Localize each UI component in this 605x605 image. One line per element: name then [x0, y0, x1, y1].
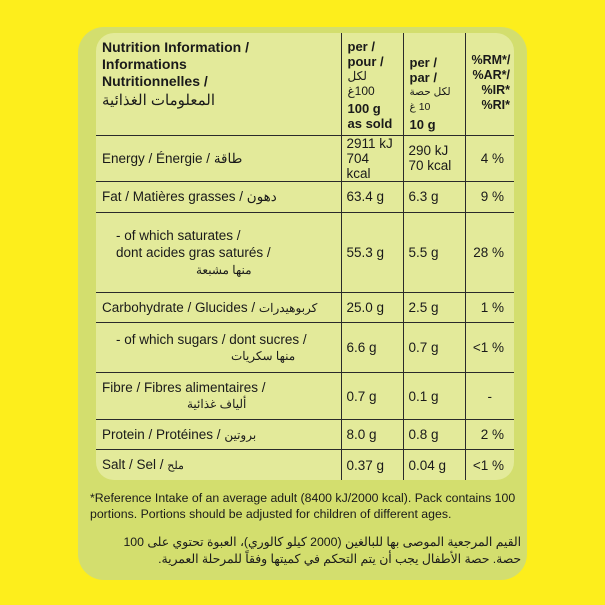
row-per100-value: 55.3 g: [341, 212, 403, 292]
row-ri-value: -: [465, 373, 514, 420]
row-label-arabic: بروتين: [224, 427, 257, 442]
header-per100-line1: per /: [347, 39, 375, 54]
reference-intake-footnote-arabic: القيم المرجعية الموصى بها للبالغين (2000 كيلو كالوري)، العبوة تحتوي على 100 حصة. حصة الأطفال يجب أن يتم التحكم في كميتها وفقاً للمرحلة العمرية.: [123, 535, 521, 566]
header-per100-arabic: لكل 100غ: [347, 69, 375, 98]
table-row: [96, 323, 514, 373]
row-label-text: - of which saturates / dont acides gras saturés /: [116, 227, 271, 260]
row-label-text: Carbohydrate / Glucides /: [102, 299, 259, 315]
row-ri-value: <1 %: [465, 323, 514, 373]
row-label: [96, 450, 341, 480]
header-portion-line3: 10 g: [409, 117, 436, 132]
row-label-arabic: كربوهيدرات: [258, 300, 318, 315]
row-portion-value: 5.5 g: [403, 212, 465, 292]
row-label-text: Fibre / Fibres alimentaires /: [102, 380, 266, 396]
row-label-text: - of which sugars / dont sucres /: [116, 331, 307, 347]
row-label: [96, 323, 341, 373]
row-ri-value: 2 %: [465, 420, 514, 450]
header-portion-line1: per /: [409, 55, 437, 70]
row-portion-value: 0.04 g: [403, 450, 465, 480]
row-portion-value: 290 kJ 70 kcal: [403, 135, 465, 181]
row-per100-value: 0.37 g: [341, 450, 403, 480]
row-label-arabic: دهون: [246, 189, 277, 205]
row-label-text: Energy / Énergie /: [102, 150, 214, 166]
header-nutrient-title: Nutrition Information / Informations Nutritionnelles /: [102, 39, 249, 89]
row-portion-value: 0.7 g: [403, 323, 465, 373]
header-per-100g: [341, 33, 403, 135]
table-row: [96, 293, 514, 323]
nutrition-table: [96, 33, 514, 480]
header-portion-arabic: لكل حصة 10 غ: [409, 86, 451, 113]
row-portion-value: 2.5 g: [403, 293, 465, 323]
table-row: [96, 450, 514, 480]
header-ri-line4: %RI*: [481, 98, 510, 112]
row-ri-value: <1 %: [465, 450, 514, 480]
row-per100-value: 63.4 g: [341, 181, 403, 212]
row-ri-value: 1 %: [465, 293, 514, 323]
row-ri-value: 4 %: [465, 135, 514, 181]
reference-intake-footnote: *Reference Intake of an average adult (8400 kJ/2000 kcal). Pack contains 100 portions. Portions should be adjusted for children of different ages.: [90, 491, 516, 521]
row-label: [96, 212, 341, 292]
table-row: [96, 135, 514, 181]
row-per100-value: 6.6 g: [341, 323, 403, 373]
row-portion-value: 0.8 g: [403, 420, 465, 450]
header-per100-line3: 100 g: [347, 101, 381, 116]
header-reference-intake: [465, 33, 514, 135]
row-label-text: Fat / Matières grasses /: [102, 189, 247, 205]
header-nutrient: [96, 33, 341, 135]
header-portion-line2: par /: [409, 70, 437, 85]
row-ri-value: 28 %: [465, 212, 514, 292]
row-per100-value: 0.7 g: [341, 373, 403, 420]
row-label: [96, 135, 341, 181]
row-label-arabic: ألياف غذائية: [187, 397, 247, 412]
row-portion-value: 0.1 g: [403, 373, 465, 420]
header-per100-line4: as sold: [347, 116, 393, 131]
row-label-arabic: منها مشبعة: [196, 262, 252, 277]
header-row: [96, 33, 514, 135]
row-label: [96, 420, 341, 450]
row-label: [96, 373, 341, 420]
nutrition-table-wrapper: [96, 33, 514, 480]
table-row: [96, 212, 514, 292]
row-per100-value: 8.0 g: [341, 420, 403, 450]
header-per-portion: [403, 33, 465, 135]
header-ri-line3: %IR*: [481, 83, 510, 97]
row-label: [96, 181, 341, 212]
table-row: [96, 420, 514, 450]
table-row: [96, 373, 514, 420]
row-ri-value: 9 %: [465, 181, 514, 212]
row-label-text: Protein / Protéines /: [102, 426, 225, 442]
row-label-arabic: طاقة: [213, 150, 243, 166]
table-row: [96, 181, 514, 212]
header-ri-line1: %RM*/: [471, 53, 511, 67]
row-label-arabic: ملح: [167, 459, 184, 472]
header-ri-line2: %AR*/: [472, 68, 510, 82]
row-per100-value: 2911 kJ 704 kcal: [341, 135, 403, 181]
header-nutrient-arabic: المعلومات الغذائية: [102, 92, 216, 109]
row-portion-value: 6.3 g: [403, 181, 465, 212]
header-per100-line2: pour /: [347, 54, 384, 69]
row-label-arabic: منها سكريات: [231, 348, 296, 363]
row-per100-value: 25.0 g: [341, 293, 403, 323]
row-label-text: Salt / Sel /: [102, 456, 168, 472]
row-label: [96, 293, 341, 323]
